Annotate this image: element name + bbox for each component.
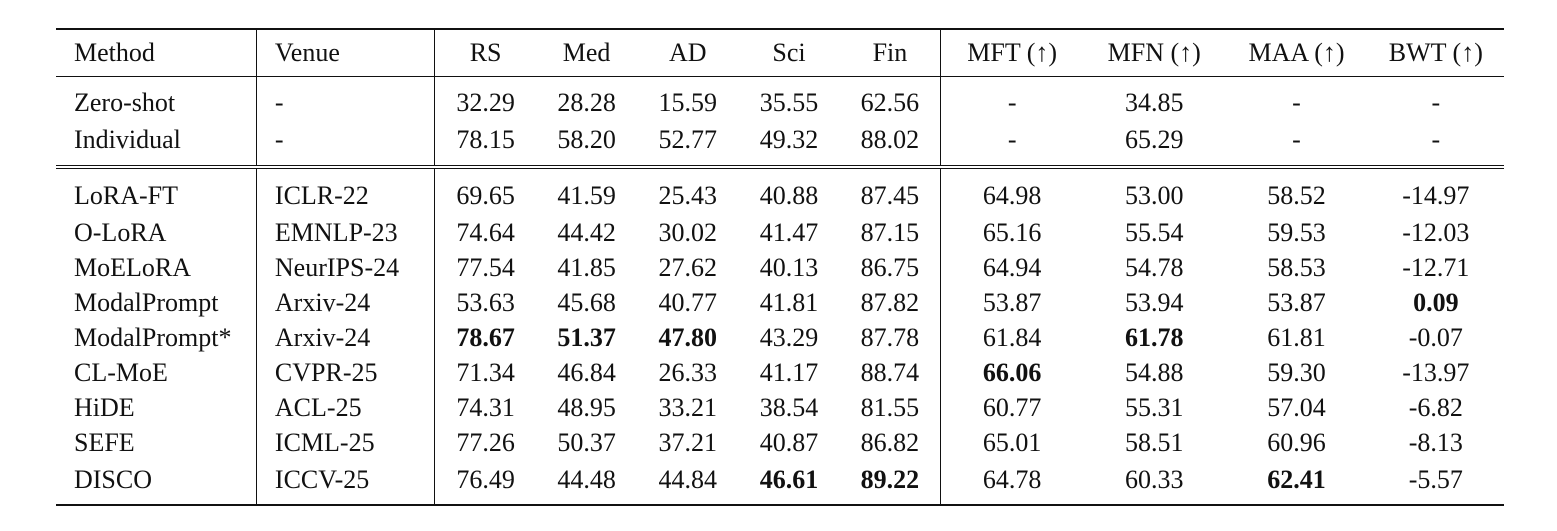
header-row: [56, 29, 1504, 77]
fin-cell: 62.56: [860, 88, 920, 117]
med-cell: 41.59: [557, 181, 616, 210]
header-mft: MFT (↑): [941, 29, 1083, 77]
table-row: [56, 460, 1504, 505]
rs-cell: 77.54: [435, 250, 536, 285]
med-cell: 44.48: [536, 460, 637, 505]
rs-cell: 76.49: [435, 460, 536, 505]
venue-cell: -: [256, 121, 434, 167]
sci-cell: 41.17: [759, 357, 819, 387]
med-cell: 58.20: [536, 121, 637, 167]
method-cell: ModalPrompt: [74, 287, 219, 317]
rs-cell: 71.34: [435, 355, 536, 390]
rs-cell: 74.31: [435, 390, 536, 425]
method-cell: O-LoRA: [74, 217, 167, 247]
rs-cell: 69.65: [435, 167, 536, 215]
ad-cell: 26.33: [658, 357, 718, 387]
bwt-cell: -14.97: [1402, 181, 1470, 210]
sci-cell: 35.55: [759, 88, 819, 117]
maa-cell: 61.81: [1267, 322, 1326, 352]
ad-cell: 37.21: [658, 427, 718, 457]
sci-cell: 41.81: [759, 287, 819, 317]
mft-cell: 64.98: [941, 167, 1083, 215]
table-row: [56, 355, 1504, 390]
fin-cell: 88.02: [840, 121, 941, 167]
bwt-cell: [1368, 285, 1504, 320]
best-value: 62.41: [1267, 465, 1326, 494]
method-cell: ModalPrompt*: [74, 322, 232, 352]
sci-cell: 40.88: [759, 181, 819, 210]
table-row: [56, 320, 1504, 355]
method-cell: CL-MoE: [74, 357, 168, 387]
maa-cell: 53.87: [1267, 287, 1326, 317]
header-bwt: BWT (↑): [1368, 29, 1504, 77]
rs-cell: 77.26: [435, 425, 536, 460]
ad-cell: 40.77: [658, 287, 718, 317]
ad-cell: 25.43: [658, 181, 718, 210]
mft-cell: 64.94: [941, 250, 1083, 285]
table-row: [56, 215, 1504, 250]
rs-cell: 32.29: [435, 77, 536, 122]
best-value: 66.06: [982, 357, 1042, 387]
mft-cell: 64.78: [941, 460, 1083, 505]
maa-cell: 57.04: [1267, 392, 1326, 422]
best-value: 47.80: [658, 322, 718, 352]
sci-cell: 40.13: [759, 252, 819, 282]
best-value: 0.09: [1413, 287, 1459, 317]
venue-cell: CVPR-25: [256, 355, 434, 390]
sci-cell: 49.32: [738, 121, 839, 167]
table-row: [56, 285, 1504, 320]
maa-cell: 59.53: [1267, 217, 1326, 247]
mfn-cell: 53.94: [1124, 287, 1184, 317]
venue-cell: ACL-25: [256, 390, 434, 425]
med-cell: 48.95: [557, 392, 616, 422]
fin-cell: 87.82: [860, 287, 920, 317]
bwt-cell: -: [1368, 121, 1504, 167]
rs-cell: 78.15: [435, 121, 536, 167]
venue-cell: -: [256, 77, 434, 122]
header-med: Med: [536, 29, 637, 77]
method-cell: HiDE: [74, 392, 135, 422]
sci-cell: 38.54: [759, 392, 819, 422]
mft-cell: 53.87: [941, 285, 1083, 320]
ad-cell: 44.84: [637, 460, 738, 505]
fin-cell: 87.15: [860, 217, 920, 247]
med-cell: 50.37: [557, 427, 616, 457]
mfn-cell: [1083, 320, 1225, 355]
med-cell: 44.42: [557, 217, 616, 247]
med-cell: 45.68: [557, 287, 616, 317]
venue-cell: ICCV-25: [256, 460, 434, 505]
table-row: [56, 425, 1504, 460]
best-value: 78.67: [456, 322, 515, 352]
fin-cell: 87.45: [860, 181, 920, 210]
fin-cell: 88.74: [860, 357, 920, 387]
sci-cell: [738, 460, 839, 505]
mft-cell: 65.16: [941, 215, 1083, 250]
ad-cell: 52.77: [637, 121, 738, 167]
mft-cell: -: [941, 77, 1083, 122]
header-fin: Fin: [840, 29, 941, 77]
venue-cell: NeurIPS-24: [256, 250, 434, 285]
mfn-cell: 55.54: [1124, 217, 1184, 247]
bwt-cell: -12.03: [1402, 217, 1470, 247]
mft-cell: [941, 355, 1083, 390]
venue-cell: EMNLP-23: [256, 215, 434, 250]
maa-cell: -: [1292, 88, 1301, 117]
fin-cell: [840, 460, 941, 505]
med-cell: [536, 320, 637, 355]
mfn-cell: 54.78: [1124, 252, 1184, 282]
med-cell: 41.85: [557, 252, 616, 282]
header-venue: Venue: [256, 29, 434, 77]
venue-cell: Arxiv-24: [256, 285, 434, 320]
method-cell: MoELoRA: [74, 252, 191, 282]
table-row: [56, 250, 1504, 285]
table-row: [56, 390, 1504, 425]
header-sci: Sci: [738, 29, 839, 77]
table-row: [56, 77, 1504, 122]
best-value: 46.61: [759, 465, 819, 494]
ad-cell: 27.62: [658, 252, 718, 282]
mft-cell: -: [941, 121, 1083, 167]
sci-cell: 43.29: [759, 322, 819, 352]
best-value: 51.37: [557, 322, 616, 352]
best-value: 61.78: [1124, 322, 1184, 352]
rs-cell: 53.63: [435, 285, 536, 320]
mfn-cell: 55.31: [1124, 392, 1184, 422]
maa-cell: 58.52: [1267, 181, 1326, 210]
bwt-cell: -8.13: [1408, 427, 1463, 457]
mfn-cell: 54.88: [1124, 357, 1184, 387]
method-cell: Individual: [56, 121, 256, 167]
rs-cell: 74.64: [435, 215, 536, 250]
rs-cell: [435, 320, 536, 355]
fin-cell: 87.78: [860, 322, 920, 352]
fin-cell: 86.75: [860, 252, 920, 282]
mfn-cell: 58.51: [1124, 427, 1184, 457]
bwt-cell: -0.07: [1408, 322, 1463, 352]
mft-cell: 65.01: [941, 425, 1083, 460]
table-row: [56, 121, 1504, 167]
sci-cell: 40.87: [759, 427, 819, 457]
maa-cell: 60.96: [1267, 427, 1326, 457]
header-maa: MAA (↑): [1225, 29, 1367, 77]
method-cell: Zero-shot: [74, 88, 176, 117]
method-cell: LoRA-FT: [74, 181, 178, 210]
mft-cell: 61.84: [941, 320, 1083, 355]
venue-cell: ICML-25: [256, 425, 434, 460]
maa-cell: 59.30: [1267, 357, 1326, 387]
mfn-cell: 60.33: [1083, 460, 1225, 505]
fin-cell: 81.55: [860, 392, 920, 422]
bwt-cell: -13.97: [1402, 357, 1470, 387]
baseline-rows: [56, 77, 1504, 168]
header-mfn: MFN (↑): [1083, 29, 1225, 77]
mfn-cell: 65.29: [1083, 121, 1225, 167]
fin-cell: 86.82: [860, 427, 920, 457]
med-cell: 28.28: [557, 88, 616, 117]
method-cell: SEFE: [74, 427, 135, 457]
method-rows: [56, 167, 1504, 505]
header-rs: RS: [435, 29, 536, 77]
header-method: Method: [56, 29, 256, 77]
maa-cell: 58.53: [1267, 252, 1326, 282]
bwt-cell: -12.71: [1402, 252, 1470, 282]
venue-cell: ICLR-22: [256, 167, 434, 215]
maa-cell: [1225, 460, 1367, 505]
ad-cell: 30.02: [658, 217, 718, 247]
med-cell: 46.84: [557, 357, 616, 387]
results-table: [56, 28, 1504, 506]
bwt-cell: -: [1431, 88, 1441, 117]
ad-cell: [637, 320, 738, 355]
ad-cell: 15.59: [658, 88, 718, 117]
bwt-cell: -6.82: [1408, 392, 1463, 422]
sci-cell: 41.47: [759, 217, 819, 247]
mfn-cell: 53.00: [1124, 181, 1184, 210]
mfn-cell: 34.85: [1124, 88, 1184, 117]
best-value: 89.22: [860, 465, 920, 494]
header-ad: AD: [637, 29, 738, 77]
maa-cell: -: [1225, 121, 1367, 167]
mft-cell: 60.77: [941, 390, 1083, 425]
venue-cell: Arxiv-24: [256, 320, 434, 355]
table-row: [56, 167, 1504, 215]
bwt-cell: -5.57: [1368, 460, 1504, 505]
ad-cell: 33.21: [658, 392, 718, 422]
method-cell: DISCO: [56, 460, 256, 505]
